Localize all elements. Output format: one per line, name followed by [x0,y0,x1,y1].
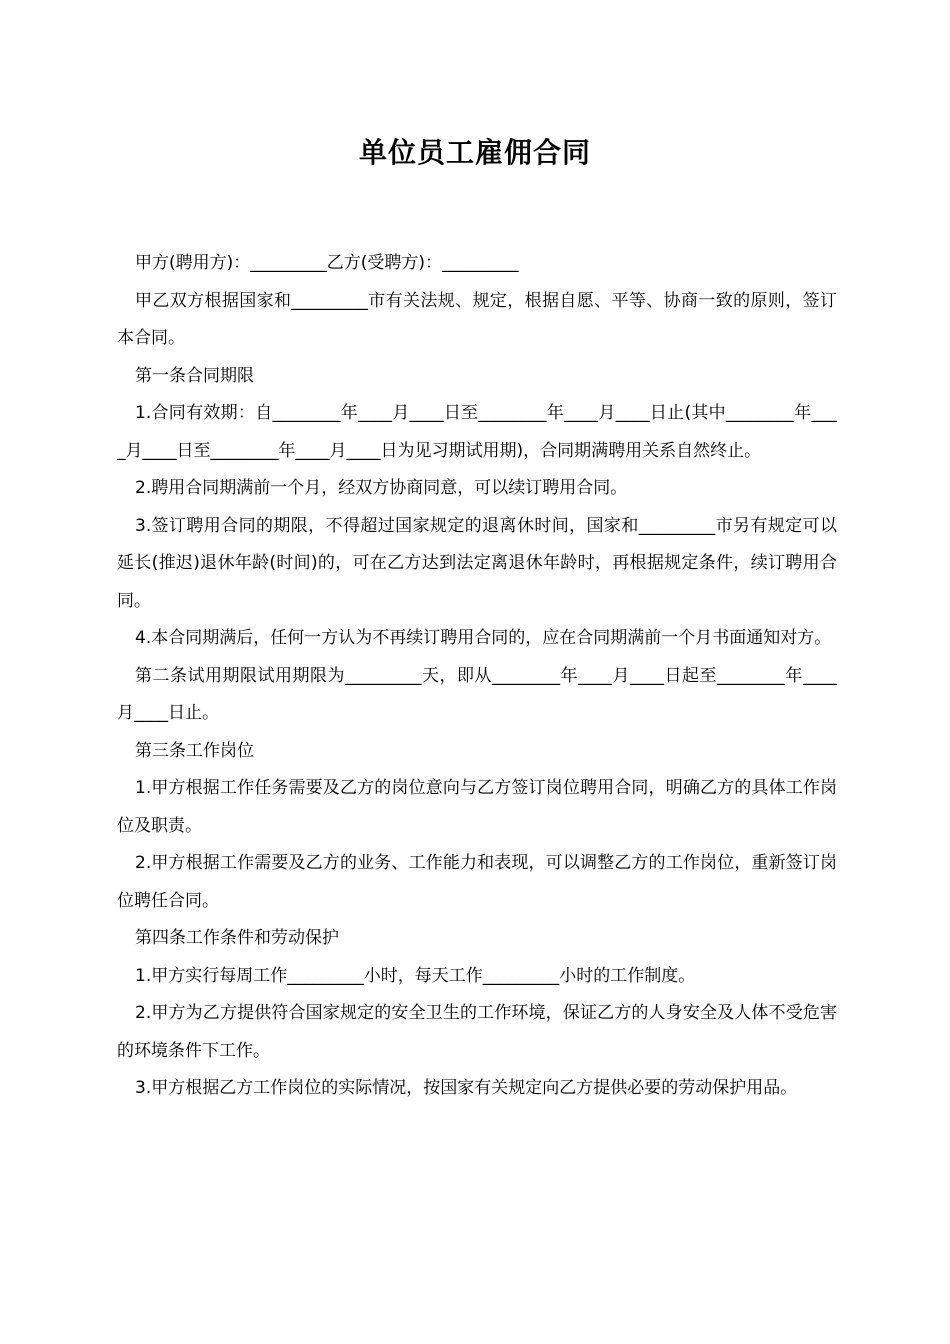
preamble-paragraph: 甲乙双方根据国家和_________市有关法规、规定，根据自愿、平等、协商一致的原则，签订本合同。 [117,290,837,348]
document-title: 单位员工雇佣合同 [358,136,591,169]
article-1-clause-3: 3.签订聘用合同的期限，不得超过国家规定的退离休时间，国家和_________市另有规定可以延长(推迟)退休年龄(时间)的，可在乙方达到法定离退休年龄时，再根据规定条件，续订聘用合同。 [117,515,837,611]
parties-line: 甲方(聘用方)：_________乙方(受聘方)：_________ [135,253,519,273]
article-3-heading: 第三条工作岗位 [135,740,254,761]
article-3-clause-1: 1.甲方根据工作任务需要及乙方的岗位意向与乙方签订岗位聘用合同，明确乙方的具体工作岗位及职责。 [117,778,837,836]
article-2-paragraph: 第二条试用期限试用期限为_________天，即从________年____月____日起至________年____月____日止。 [117,665,837,723]
article-4-clause-3: 3.甲方根据乙方工作岗位的实际情况，按国家有关规定向乙方提供必要的劳动保护用品。 [135,1078,798,1098]
article-1-clause-4: 4.本合同期满后，任何一方认为不再续订聘用合同的，应在合同期满前一个月书面通知对方。 [135,628,832,648]
article-3-clause-2: 2.甲方根据工作需要及乙方的业务、工作能力和表现，可以调整乙方的工作岗位，重新签订岗位聘任合同。 [117,853,837,911]
article-1-clause-1: 1.合同有效期：自________年____月____日至________年____月____日止(其中________年____月____日至________年____月____日为见习期试用期)，合同期满聘用关系自然终止。 [117,403,837,461]
article-1-clause-2: 2.聘用合同期满前一个月，经双方协商同意，可以续订聘用合同。 [135,478,628,498]
document-body [117,245,837,1108]
article-4-heading: 第四条工作条件和劳动保护 [135,928,339,948]
article-4-clause-2: 2.甲方为乙方提供符合国家规定的安全卫生的工作环境，保证乙方的人身安全及人体不受危害的环境条件下工作。 [117,1003,837,1061]
article-4-clause-1: 1.甲方实行每周工作_________小时，每天工作_________小时的工作制度。 [135,965,696,986]
article-1-heading: 第一条合同期限 [135,365,254,386]
